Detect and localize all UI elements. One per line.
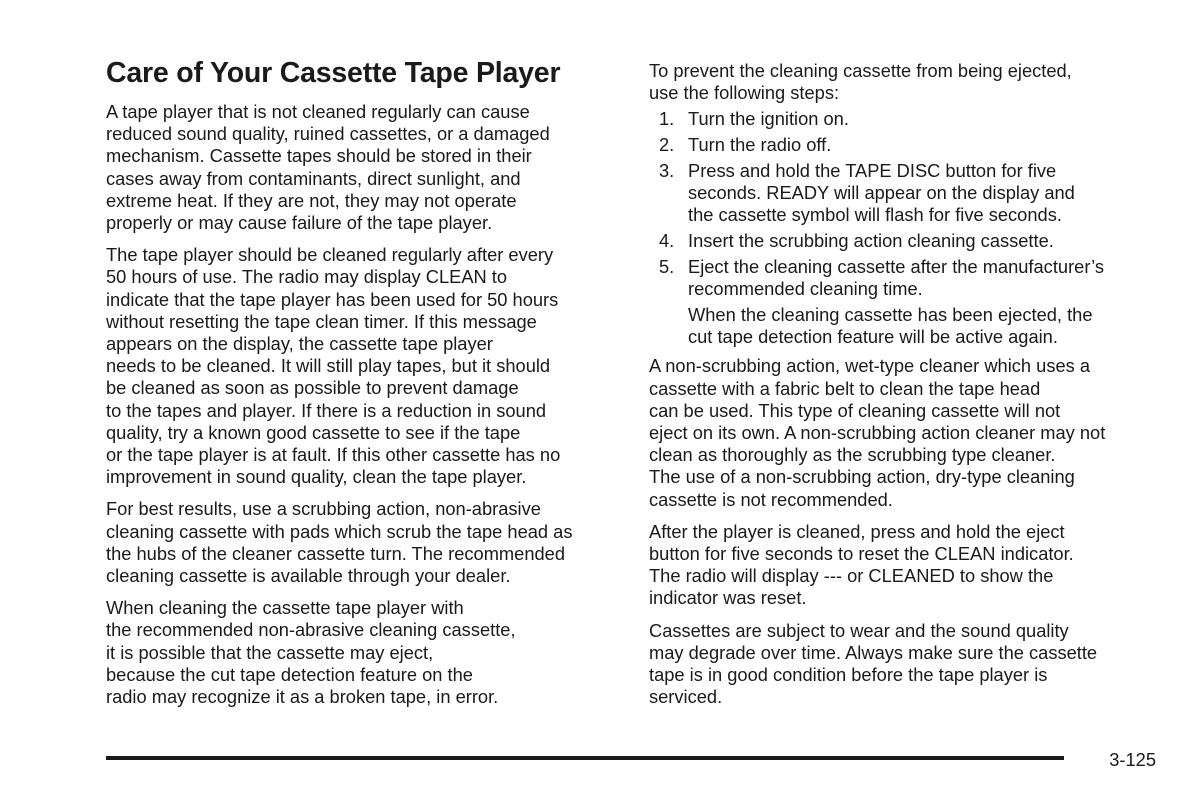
section-title: Care of Your Cassette Tape Player [106,57,561,89]
text-line: needs to be cleaned. It will still play tapes, but it should [106,355,551,377]
step-number: 3. [659,159,675,181]
text-line: cleaning cassette is available through your dealer. [106,565,511,587]
right-column [649,60,1164,718]
text-line: the hubs of the cleaner cassette turn. The recommended [106,542,565,564]
text-line: indicate that the tape player has been used for 50 hours [106,288,559,310]
page-number: 3-125 [1109,749,1156,770]
list-item [649,134,1164,156]
step-number: 1. [659,108,675,130]
paragraph-non-scrubbing [649,355,1164,510]
text-line: extreme heat. If they are not, they may not operate [106,189,517,211]
text-line: cassette is not recommended. [649,488,893,510]
list-item [649,108,1164,130]
text-line: serviced. [649,686,723,708]
list-item [649,230,1164,252]
text-line: cut tape detection feature will be active again. [688,326,1058,348]
text-line: radio may recognize it as a broken tape, in error. [106,686,499,708]
step-text: Turn the ignition on. [688,108,849,130]
text-line: tape is in good condition before the tape player is [649,664,1048,686]
text-line: quality, try a known good cassette to see if the tape [106,421,521,443]
text-line: or the tape player is at fault. If this other cassette has no [106,444,561,466]
text-line: reduced sound quality, ruined cassettes, or a damaged [106,123,550,145]
step-number: 4. [659,229,675,251]
text-line: When the cleaning cassette has been ejected, the [688,304,1093,326]
paragraph-eject-warning [106,597,618,708]
step-text: seconds. READY will appear on the display and [688,182,1075,204]
text-line: To prevent the cleaning cassette from being ejected, [649,60,1072,81]
text-line: cassette with a fabric belt to clean the tape head [649,377,1041,399]
text-line: clean as thoroughly as the scrubbing type cleaner. [649,444,1056,466]
steps-list [649,108,1164,300]
text-line: indicator was reset. [649,587,807,609]
paragraph-reset-indicator [649,521,1164,610]
paragraph-cassette-wear [649,620,1164,709]
list-item [649,160,1164,227]
step-text: Press and hold the TAPE DISC button for five [688,159,1057,181]
text-line: For best results, use a scrubbing action, non-abrasive [106,498,541,520]
step-number: 2. [659,134,675,156]
paragraph-best-results [106,498,618,587]
paragraph-cleaning-schedule [106,244,618,488]
text-line: can be used. This type of cleaning cassette will not [649,399,1061,421]
text-line: may degrade over time. Always make sure the cassette [649,641,1098,663]
step-text: the cassette symbol will flash for five seconds. [688,204,1062,226]
text-line: be cleaned as soon as possible to prevent damage [106,377,519,399]
list-item [649,256,1164,300]
step-text: Eject the cleaning cassette after the manufacturer’s [688,255,1104,277]
text-line: the recommended non-abrasive cleaning cassette, [106,619,516,641]
text-line: improvement in sound quality, clean the tape player. [106,466,527,488]
text-line: properly or may cause failure of the tape player. [106,212,493,234]
text-line: Cassettes are subject to wear and the sound quality [649,619,1069,641]
step-text: recommended cleaning time. [688,277,923,299]
step-number: 5. [659,255,675,277]
text-line: The use of a non-scrubbing action, dry-type cleaning [649,466,1075,488]
footer-divider [106,756,1064,760]
step-note [649,304,1164,348]
text-line: After the player is cleaned, press and hold the eject [649,520,1065,542]
text-line: it is possible that the cassette may eject, [106,641,434,663]
step-text: Turn the radio off. [688,134,832,156]
paragraph-cleaning-importance [106,101,618,234]
left-column [106,55,618,718]
text-line: without resetting the tape clean timer. If this message [106,310,537,332]
text-line: The radio will display --- or CLEANED to show the [649,565,1054,587]
text-line: The tape player should be cleaned regularly after every [106,244,554,266]
text-line: mechanism. Cassette tapes should be stored in their [106,145,532,167]
step-text: Insert the scrubbing action cleaning cassette. [688,229,1054,251]
paragraph-steps-intro [649,60,1164,104]
text-line: When cleaning the cassette tape player with [106,597,464,619]
text-line: because the cut tape detection feature on the [106,663,473,685]
text-line: appears on the display, the cassette tape player [106,333,493,355]
text-line: button for five seconds to reset the CLEAN indicator. [649,543,1074,565]
text-line: A tape player that is not cleaned regularly can cause [106,101,530,122]
text-line: 50 hours of use. The radio may display CLEAN to [106,266,508,288]
text-line: use the following steps: [649,82,840,104]
text-line: cases away from contaminants, direct sunlight, and [106,167,521,189]
text-line: to the tapes and player. If there is a reduction in sound [106,399,547,421]
text-line: A non-scrubbing action, wet-type cleaner which uses a [649,355,1091,377]
text-line: eject on its own. A non-scrubbing action cleaner may not [649,422,1106,444]
text-line: cleaning cassette with pads which scrub the tape head as [106,520,573,542]
